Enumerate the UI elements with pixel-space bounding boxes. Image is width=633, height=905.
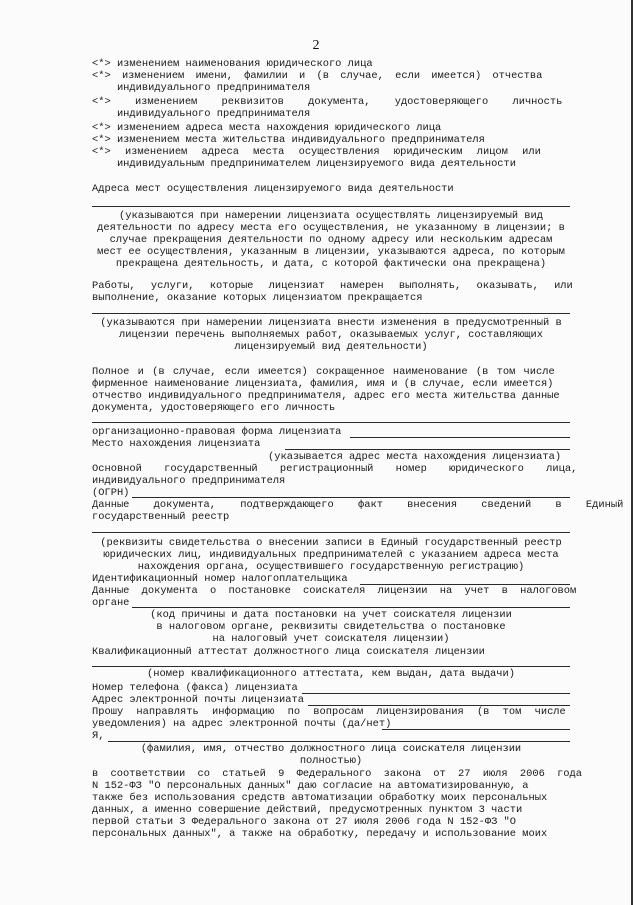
consent-text: также без использования средств автоматизации обработку моих персональных (92, 792, 548, 804)
location-note: (указывается адрес места нахождения лицензиата) (268, 451, 562, 463)
name-label: Полное и (в случае, если имеется) сокращенное наименование (в том числе (92, 366, 555, 378)
page-number: 2 (312, 38, 320, 53)
change-item: индивидуального предпринимателя (92, 108, 311, 120)
location-label: Место нахождения лицензиата (92, 438, 261, 450)
qual-label: Квалификационный аттестат должностного лица соискателя лицензии (92, 646, 485, 658)
consent-text: данных, а именно совершение действий, предусмотренных пунктом 3 части (92, 804, 523, 816)
change-item: <*> изменением адреса места осуществления юридическим лицом или (92, 146, 541, 158)
name-label: документа, удостоверяющего его личность (92, 402, 336, 414)
addresses-note: деятельности по адресу места его осуществления, не указанному в лицензии; в (97, 222, 565, 234)
phone-label: Номер телефона (факса) лицензиата (92, 682, 298, 694)
ogrn-label: Основной государственный регистрационный номер юридического лица, (92, 463, 578, 475)
change-item: <*> изменением адреса места нахождения юридического лица (92, 122, 442, 134)
addresses-note: мест ее осуществления, указанным в лицензии, указываются адреса, по которым (97, 246, 565, 258)
consent-text: N 152-ФЗ "О персональных данных" даю согласие на автоматизированную, а (92, 780, 529, 792)
notify-label: Прошу направлять информацию по вопросам лицензирования (в том числе (92, 706, 566, 718)
fill-line (382, 729, 570, 730)
ya-note: полностью) (299, 755, 363, 767)
tax-doc-label: органе (92, 597, 130, 609)
tax-doc-label: Данные документа о постановке соискателя лицензии на учет в налоговом (92, 585, 577, 597)
qual-note: (номер квалификационного аттестата, кем выдан, дата выдачи) (147, 668, 515, 680)
register-note: (реквизиты свидетельства о внесении записи в Единый государственный реестр (100, 537, 562, 549)
ogrn-label: индивидуального предпринимателя (92, 475, 286, 487)
tax-doc-note: в налоговом органе, реквизиты свидетельства о постановке (156, 621, 506, 633)
fill-line (302, 693, 570, 694)
fill-line (108, 741, 570, 742)
works-note: лицензируемый вид деятельности) (234, 341, 428, 353)
addresses-note: (указываются при намерении лицензиата осуществлять лицензируемый вид (118, 210, 543, 222)
works-label: выполнение, оказание которых лицензиатом прекращается (92, 292, 423, 304)
addresses-note: прекращена деятельность, и дата, с которой фактически она прекращена) (115, 258, 547, 270)
email-label: Адрес электронной почты лицензиата (92, 694, 305, 706)
fill-line (92, 422, 570, 423)
register-note: нахождения органа, осуществившего государственную регистрацию) (137, 561, 525, 573)
ya-note: (фамилия, имя, отчество должностного лица соискателя лицензии (140, 743, 522, 755)
ya-label: Я, (92, 730, 105, 742)
inn-label: Идентификационный номер налогоплательщика (92, 573, 348, 585)
consent-text: персональных данных", а также на обработку, передачу и использование моих (92, 828, 548, 840)
register-label: государственный реестр (92, 511, 230, 523)
change-item: <*> изменением имени, фамилии и (в случае, если имеется) отчества (92, 70, 543, 82)
consent-text: первой статьи 3 Федерального закона от 27 июля 2006 года N 152-ФЗ "О (92, 816, 517, 828)
consent-text: в соответствии со статьей 9 Федерального закона от 27 июля 2006 года (92, 768, 583, 780)
fill-line (92, 313, 570, 314)
fill-line (350, 437, 570, 438)
change-item: индивидуального предпринимателя (92, 82, 311, 94)
register-note: юридических лиц, индивидуальных предпринимателей с указанием адреса места (103, 549, 559, 561)
notify-label: уведомления) на адрес электронной почты (да/нет) (92, 718, 392, 730)
works-note: лицензии перечень выполняемых работ, оказываемых услуг, составляющих (118, 329, 543, 341)
change-item: <*> изменением наименования юридического лица (92, 58, 373, 70)
fill-line (92, 532, 570, 533)
ogrn-label: (ОГРН) (92, 487, 130, 499)
tax-doc-note: на налоговый учет соискателя лицензии) (212, 633, 450, 645)
register-label: Данные документа, подтверждающего факт внесения сведений в Единый (92, 499, 624, 511)
works-note: (указываются при намерении лицензиата внести изменения в предусмотренный в (100, 317, 562, 329)
change-item: индивидуальным предпринимателем лицензируемого вида деятельности (92, 158, 517, 170)
org-form-label: организационно-правовая форма лицензиата (92, 426, 342, 438)
change-item: <*> изменением места жительства индивидуального предпринимателя (92, 134, 485, 146)
fill-line (92, 206, 570, 207)
fill-line (285, 449, 570, 450)
fill-line (132, 497, 570, 498)
name-label: отчество индивидуального предпринимателя, адрес его места жительства данные (92, 390, 560, 402)
name-label: фирменное наименование лицензиата, фамилия, имя и (в случае, если имеется) (92, 378, 554, 390)
addresses-note: случае прекращения деятельности по одному адресу или нескольким адресам (109, 234, 553, 246)
works-label: Работы, услуги, которые лицензиат намерен выполнять, оказывать, или (92, 280, 573, 292)
change-item: <*> изменением реквизитов документа, удостоверяющего личность (92, 96, 563, 108)
fill-line (92, 666, 570, 667)
addresses-label: Адреса мест осуществления лицензируемого вида деятельности (92, 183, 454, 195)
fill-line (132, 607, 570, 608)
tax-doc-note: (код причины и дата постановки на учет соискателя лицензии (150, 609, 512, 621)
